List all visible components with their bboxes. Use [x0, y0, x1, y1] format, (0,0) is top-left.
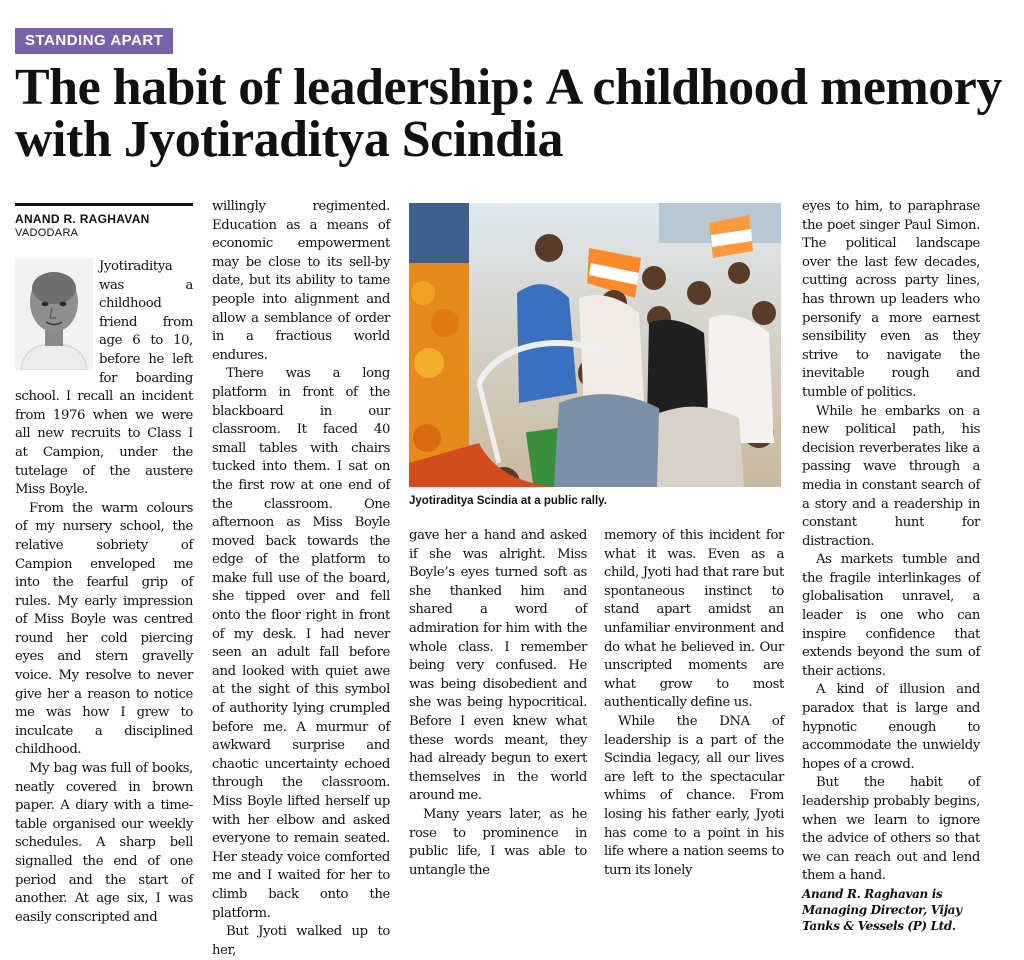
col5-paragraph-1: eyes to him, to paraphrase the poet singer Paul Simon. The political landscape over the last few decades, cutting across party lines, has thrown up leaders who personify a more earnest sensibility even as they strive to navigate the inevitable rough and tumble of politics. [802, 199, 980, 400]
photo-caption: Jyotiraditya Scindia at a public rally. [409, 495, 607, 507]
col5-paragraph-2: While he embarks on a new political path, his decision reverberates like a passing wave through a media in constant search of a story and a readership in constant hunt for distraction. [802, 403, 980, 549]
column-5 [802, 198, 980, 934]
col2-paragraph-2: There was a long platform in front of the blackboard in our classroom. It faced 40 small tables with chairs tucked into them. I sat on the first row at one end of the classroom. One afternoon as Miss Boyle moved back towards the edge of the platform to make full use of the board, she tipped over and fell onto the floor right in front of my desk. I had never seen an adult fall before and looked with quiet awe at the sight of this symbol of authority lying crumpled before me. A murmur of awkward surprise and chaotic uncertainty echoed through the classroom. Miss Boyle lifted herself up with her elbow and asked everyone to remain seated. Her steady voice comforted me and I waited for her to climb back onto the platform. [212, 366, 390, 921]
col5-paragraph-3: As markets tumble and the fragile interlinkages of globalisation unravel, a leader is one who can inspire confidence that extends beyond the sum of their actions. [802, 552, 980, 679]
column-1 [15, 203, 193, 927]
col1-paragraph-3: My bag was full of books, neatly covered in brown paper. A diary with a time-table organised our weekly schedules. A sharp bell signalled the end of one period and the start of another. At age six, I was easily conscripted and [15, 761, 193, 925]
byline-rule [15, 203, 193, 206]
column-2 [212, 198, 390, 960]
author-name: ANAND R. RAGHAVAN [15, 212, 150, 226]
col4-paragraph-2: While the DNA of leadership is a part of the Scindia legacy, all our lives are left to the spectacular whims of chance. From losing his father early, Jyoti has come to a point in his life where a nation seems to turn its lonely [604, 713, 784, 878]
col2-paragraph-3: But Jyoti walked up to her, [212, 924, 390, 958]
col4-paragraph-1: memory of this incident for what it was. Even as a child, Jyoti had that rare but spontaneous instinct to stand apart amidst an unfamiliar environment and do what he believed in. Our unscripted moments are what grow to most authentically define us. [604, 528, 784, 711]
author-signoff: Anand R. Raghavan is Managing Director, Vijay Tanks & Vessels (P) Ltd. [802, 886, 962, 933]
col1-paragraph-2: From the warm colours of my nursery school, the relative sobriety of Campion enveloped me into the fearful grip of rules. My early impression of Miss Boyle was centred round her cold piercing eyes and stern gravelly voice. My resolve to never give her a reason to notice me was how I grew to inculcate a disciplined childhood. [15, 500, 193, 758]
col3-paragraph-2: Many years later, as he rose to prominence in public life, I was able to untangle the [409, 806, 587, 878]
col5-paragraph-5: But the habit of leadership probably begins, when we learn to ignore the advice of others so that we can reach out and lend them a hand. [802, 775, 980, 884]
col1-paragraph-1: Jyotiraditya was a childhood friend from age 6 to 10, before he left for boarding school. I recall an incident from 1976 when we were all new recruits to Class I at Campion, under the tutelage of the austere Miss Boyle. [15, 259, 193, 498]
column-3 [409, 527, 587, 880]
rally-photo-image [409, 203, 781, 487]
col2-paragraph-1: willingly regimented. Education as a means of economic empowerment may be close to its sell-by date, but its ability to tame people into alignment and allow a semblance of order in a fractious world endures. [212, 199, 390, 363]
author-portrait [15, 258, 93, 370]
section-label: STANDING APART [15, 28, 173, 54]
col3-paragraph-1: gave her a hand and asked if she was alright. Miss Boyle’s eyes turned soft as she thanked him and shared a word of admiration for him with the whole class. I remember being very confused. He was being disobedient and she was being hypocritical. Before I even knew what these words meant, they had already begun to exert themselves in the world around me. [409, 528, 587, 804]
author-location: VADODARA [15, 227, 79, 239]
rally-photo [409, 203, 781, 487]
headline: The habit of leadership: A childhood memory with Jyotiraditya Scindia [15, 59, 1002, 168]
col5-paragraph-4: A kind of illusion and paradox that is large and hypnotic enough to accommodate the unwieldy hopes of a crowd. [802, 682, 980, 772]
column-4 [604, 527, 784, 880]
